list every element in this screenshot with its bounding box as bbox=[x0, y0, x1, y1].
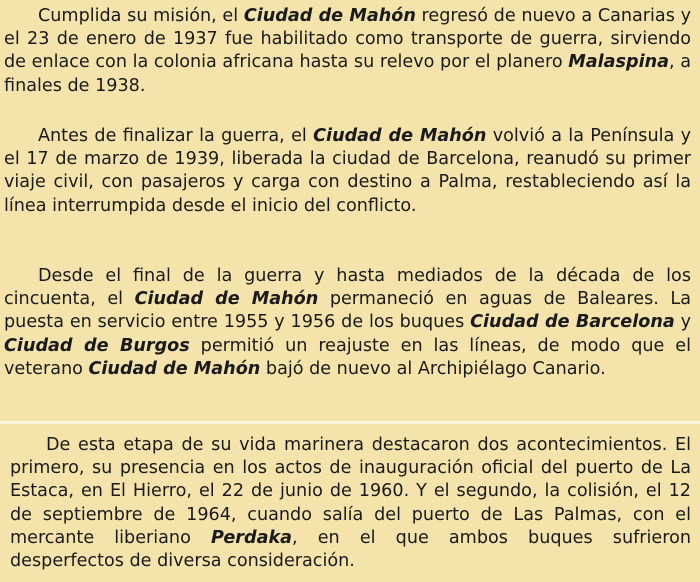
text-run: , en el que ambos buques sufrieron desperfectos de diversa consideración. bbox=[10, 527, 691, 572]
text-run: bajó de nuevo al Archipiélago Canario. bbox=[260, 358, 606, 379]
text-run: Desde el final de la guerra y hasta mediados de la década de los cincuenta, el bbox=[4, 266, 691, 310]
ship-name-perdaka: Perdaka bbox=[210, 527, 293, 548]
paragraph-return-to-peninsula bbox=[4, 125, 691, 218]
text-run: permitió un reajuste en las líneas, de modo que el veterano bbox=[4, 335, 691, 379]
ship-name-ciudad-de-burgos: Ciudad de Burgos bbox=[4, 335, 190, 356]
ship-name-malaspina: Malaspina bbox=[568, 52, 669, 73]
ship-name-ciudad-de-barcelona: Ciudad de Barcelona bbox=[470, 312, 675, 333]
text-run: y bbox=[674, 312, 691, 333]
paragraph-return-to-canarias bbox=[4, 5, 691, 98]
text-run: Cumplida su misión, el bbox=[38, 6, 244, 26]
ship-name-ciudad-de-mahon: Ciudad de Mahón bbox=[134, 289, 319, 310]
paragraph-baleares-service bbox=[4, 265, 691, 381]
text-run: , a finales de 1938. bbox=[4, 52, 691, 96]
text-run: Antes de finalizar la guerra, el bbox=[38, 126, 314, 146]
text-run: volvió a la Península y el 17 de marzo de 1939, liberada la ciudad de Barcelona, reanudó su primer viaje civil, con pasajeros y carga con destino a Palma, restableciendo así la línea interrumpida desde el inicio del conflicto. bbox=[4, 126, 692, 216]
ship-name-ciudad-de-mahon: Ciudad de Mahón bbox=[88, 358, 261, 379]
text-run: regresó de nuevo a Canarias y el 23 de enero de 1937 fue habilitado como transporte de guerra, sirviendo de enlace con la colonia africana hasta su relevo por el planero bbox=[4, 6, 691, 73]
paragraph-two-events bbox=[10, 434, 691, 573]
text-run: permaneció en aguas de Baleares. La puesta en servicio entre 1955 y 1956 de los buques bbox=[4, 289, 691, 333]
text-run: De esta etapa de su vida marinera destacaron dos acontecimientos. El primero, su presencia en los actos de inauguración oficial del puerto de La Estaca, en El Hierro, el 22 de junio de 1960. Y el segundo, la colisión, el 12 de septiembre de 1964, cuando salía del puerto de Las Palmas, con el mercante liberiano bbox=[10, 435, 691, 548]
ship-name-ciudad-de-mahon: Ciudad de Mahón bbox=[243, 6, 416, 26]
article-lower-section bbox=[0, 424, 700, 582]
ship-name-ciudad-de-mahon: Ciudad de Mahón bbox=[313, 126, 487, 146]
